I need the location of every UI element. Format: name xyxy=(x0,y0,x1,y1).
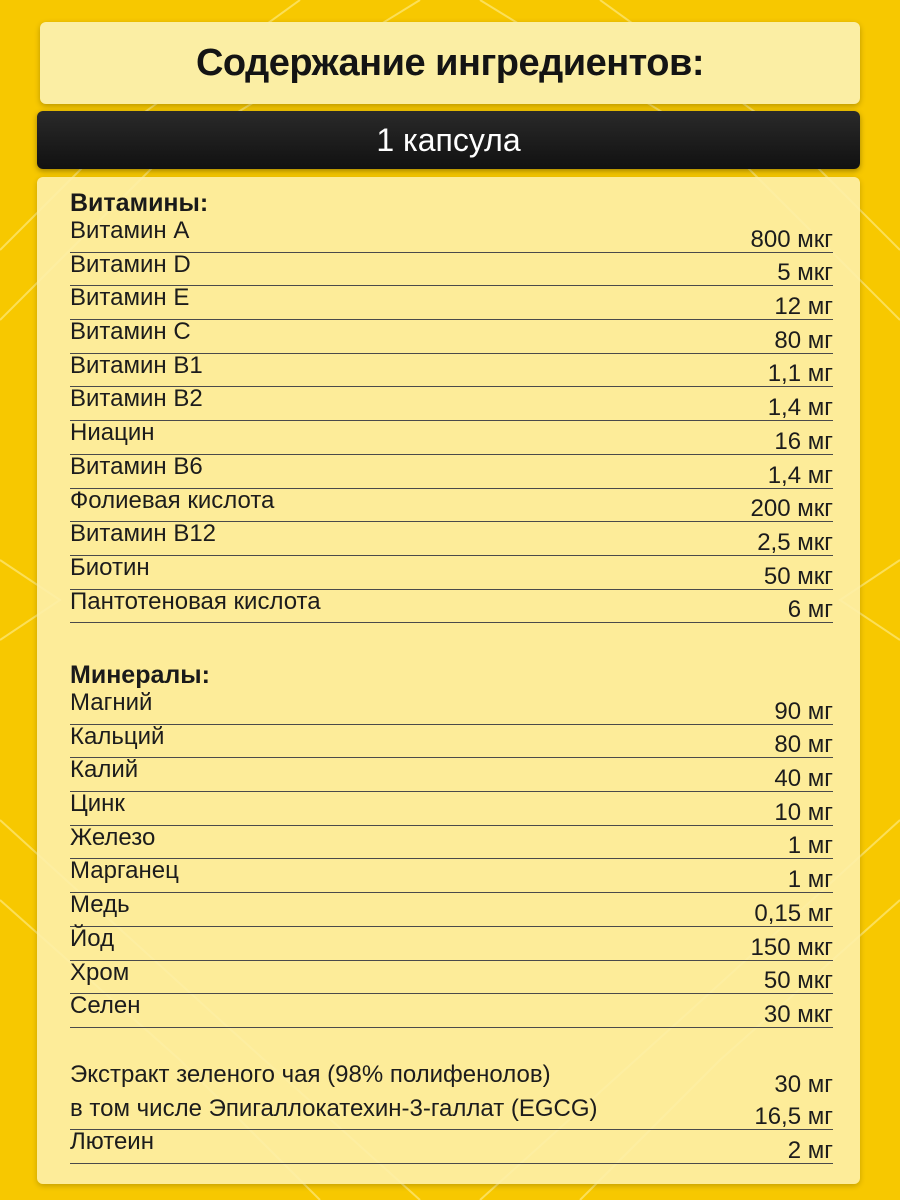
ingredient-row xyxy=(70,553,833,590)
ingredient-amount: 16,5 мг xyxy=(754,1103,833,1131)
ingredient-name: Селен xyxy=(70,992,141,1020)
ingredient-row xyxy=(70,587,833,624)
ingredient-amount: 1,4 мг xyxy=(767,461,833,489)
ingredient-row xyxy=(70,250,833,287)
ingredient-amount: 30 мг xyxy=(774,1070,833,1098)
ingredient-name: Биотин xyxy=(70,553,150,581)
ingredient-row xyxy=(70,958,833,995)
ingredient-name: Хром xyxy=(70,958,130,986)
page-title: Содержание ингредиентов: xyxy=(195,41,705,84)
ingredient-amount: 80 мг xyxy=(774,731,833,759)
ingredient-amount: 90 мг xyxy=(774,697,833,725)
ingredient-name: в том числе Эпигаллокатехин-3-галлат (EGCG) xyxy=(70,1094,598,1122)
ingredient-row xyxy=(70,722,833,759)
ingredient-amount: 50 мкг xyxy=(763,967,833,995)
ingredient-name: Кальций xyxy=(70,722,165,750)
ingredient-amount: 80 мг xyxy=(774,326,833,354)
serving-size: 1 капсула xyxy=(376,121,521,158)
ingredient-name: Витамин B2 xyxy=(70,385,203,413)
ingredient-amount: 1 мг xyxy=(787,832,833,860)
ingredient-amount: 30 мкг xyxy=(763,1000,833,1028)
ingredient-name: Витамин E xyxy=(70,284,190,312)
ingredient-amount: 50 мкг xyxy=(763,562,833,590)
ingredient-amount: 2,5 мкг xyxy=(757,528,833,556)
ingredient-amount: 0,15 мг xyxy=(754,899,833,927)
ingredient-name: Витамин B1 xyxy=(70,351,203,379)
ingredient-name: Витамин D xyxy=(70,250,191,278)
ingredient-name: Медь xyxy=(70,891,130,919)
other-section xyxy=(70,1063,833,1164)
minerals-list xyxy=(70,691,833,1028)
other-list xyxy=(70,1063,833,1164)
ingredient-row xyxy=(70,351,833,388)
ingredient-row xyxy=(70,219,833,253)
ingredient-amount: 800 мкг xyxy=(750,225,833,253)
ingredient-row xyxy=(70,320,833,354)
ingredient-amount: 12 мг xyxy=(774,293,833,321)
ingredient-row xyxy=(70,859,833,893)
ingredient-amount: 2 мг xyxy=(787,1137,833,1165)
ingredient-name: Лютеин xyxy=(70,1128,154,1156)
vitamins-heading: Витамины: xyxy=(70,189,209,217)
ingredient-row xyxy=(70,486,833,523)
ingredients-panel xyxy=(37,177,860,1184)
ingredient-row xyxy=(70,1094,833,1131)
ingredient-row xyxy=(70,924,833,961)
ingredient-row xyxy=(70,994,833,1028)
ingredient-name: Витамин A xyxy=(70,217,190,244)
ingredient-row xyxy=(70,893,833,927)
ingredient-row xyxy=(70,1130,833,1164)
ingredient-amount: 5 мкг xyxy=(777,259,833,287)
ingredient-amount: 1 мг xyxy=(787,866,833,894)
ingredient-row xyxy=(70,452,833,489)
ingredient-row xyxy=(70,758,833,792)
ingredient-amount: 6 мг xyxy=(787,596,833,624)
ingredient-name: Цинк xyxy=(70,790,125,818)
ingredient-row xyxy=(70,1063,833,1097)
ingredient-name: Витамин B12 xyxy=(70,520,217,548)
ingredient-amount: 40 мг xyxy=(774,765,833,793)
ingredient-name: Фолиевая кислота xyxy=(70,486,275,514)
ingredient-row xyxy=(70,387,833,421)
ingredient-amount: 1,4 мг xyxy=(767,394,833,422)
minerals-heading: Минералы: xyxy=(70,661,210,689)
ingredient-row xyxy=(70,792,833,826)
ingredient-name: Витамин C xyxy=(70,318,191,346)
ingredient-row xyxy=(70,286,833,320)
ingredient-name: Йод xyxy=(70,924,115,952)
serving-banner xyxy=(37,111,860,169)
vitamins-section xyxy=(70,187,833,623)
ingredient-name: Витамин B6 xyxy=(70,452,203,480)
ingredient-row xyxy=(70,522,833,556)
ingredient-amount: 200 мкг xyxy=(750,495,833,523)
ingredient-amount: 150 мкг xyxy=(750,933,833,961)
vitamins-list xyxy=(70,219,833,623)
title-banner xyxy=(40,22,860,104)
ingredient-name: Экстракт зеленого чая (98% полифенолов) xyxy=(70,1061,551,1088)
ingredient-row xyxy=(70,823,833,860)
minerals-section xyxy=(70,659,833,1028)
ingredient-name: Ниацин xyxy=(70,419,155,447)
ingredient-row xyxy=(70,421,833,455)
ingredient-row xyxy=(70,691,833,725)
ingredient-name: Магний xyxy=(70,689,153,716)
ingredient-name: Калий xyxy=(70,756,139,784)
ingredient-name: Марганец xyxy=(70,857,179,885)
ingredient-amount: 16 мг xyxy=(774,427,833,455)
ingredient-amount: 1,1 мг xyxy=(767,360,833,388)
ingredient-amount: 10 мг xyxy=(774,798,833,826)
ingredient-name: Пантотеновая кислота xyxy=(70,587,321,615)
ingredient-name: Железо xyxy=(70,823,156,851)
